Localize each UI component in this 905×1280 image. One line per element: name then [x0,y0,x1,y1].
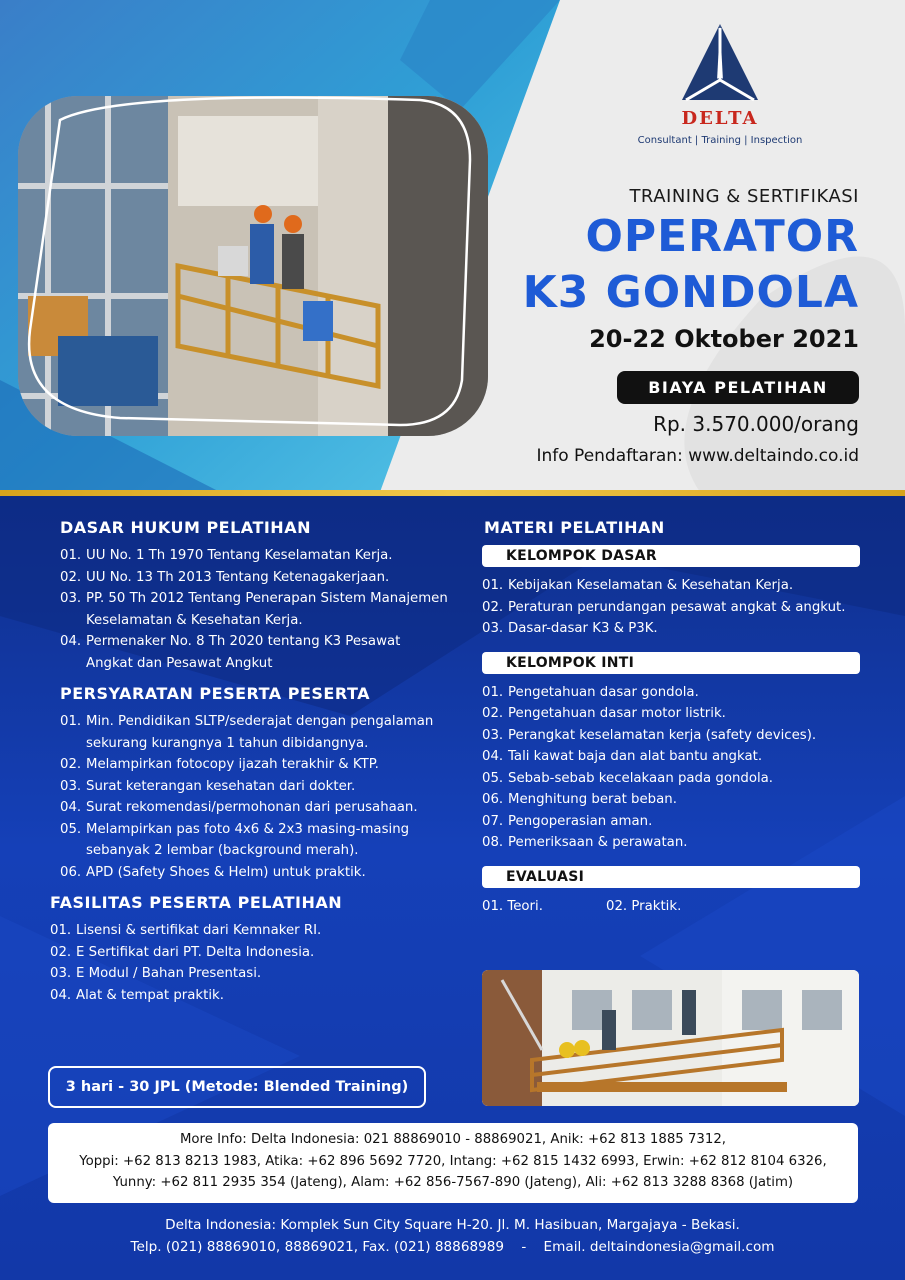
contact-box [48,1123,858,1203]
list-item: 02. UU No. 13 Th 2013 Tentang Ketenagakerjaan. [60,569,390,585]
list-item: 07. Pengoperasian aman. [482,813,653,829]
fasilitas-list [50,920,450,1006]
list-item: 05. Melampirkan pas foto 4x6 & 2x3 masing-masing sebanyak 2 lembar (background merah). [60,821,410,858]
training-date: 20-22 Oktober 2021 [589,325,859,353]
content-section [0,496,905,1280]
persyaratan-heading: PERSYARATAN PESERTA PESERTA [60,684,371,703]
evaluasi-label: EVALUASI [482,866,860,888]
list-item: 03. PP. 50 Th 2012 Tentang Penerapan Sistem Manajemen Keselamatan & Kesehatan Kerja. [60,591,448,628]
list-item: 01. Kebijakan Keselamatan & Kesehatan Kerja. [482,578,794,593]
fee-price: Rp. 3.570.000/orang [653,412,859,436]
left-column [50,518,450,1006]
materi-heading: MATERI PELATIHAN [484,518,665,537]
logo-name: DELTA [681,108,759,129]
list-item: 01. UU No. 1 Th 1970 Tentang Keselamatan Kerja. [60,548,393,563]
list-item: 02. Melampirkan fotocopy ijazah terakhir & KTP. [60,757,379,772]
persyaratan-list [60,711,450,883]
delta-triangle-icon [680,22,760,102]
dasar-hukum-heading: DASAR HUKUM PELATIHAN [60,518,311,537]
gondola-platform-photo [482,970,859,1106]
list-item: 06. Menghitung berat beban. [482,792,677,807]
contact-line: Yoppi: +62 813 8213 1983, Atika: +62 896 5692 7720, Intang: +62 815 1432 6993, Erwin: +62 812 8104 6326, [79,1153,827,1169]
kelompok-inti-list [482,682,860,854]
list-item: 04. Surat rekomendasi/permohonan dari perusahaan. [60,800,418,815]
list-item: 03. Perangkat keselamatan kerja (safety devices). [482,727,817,743]
fasilitas-heading: FASILITAS PESERTA PELATIHAN [50,893,343,912]
duration-box: 3 hari - 30 JPL (Metode: Blended Training) [48,1066,426,1108]
kelompok-dasar-label: KELOMPOK DASAR [482,545,860,567]
fee-badge: BIAYA PELATIHAN [617,371,859,404]
list-item: 03. Surat keterangan kesehatan dari dokter. [60,778,356,794]
evaluasi-item: 01. Teori. [482,898,543,914]
delta-logo [620,22,820,146]
contact-line: Yunny: +62 811 2935 354 (Jateng), Alam: +62 856-7567-890 (Jateng), Ali: +62 813 3288 8368 (Jatim) [112,1175,794,1190]
dasar-hukum-list [60,545,450,674]
contact-line: More Info: Delta Indonesia: 021 88869010 - 88869021, Anik: +62 813 1885 7312, [179,1132,727,1147]
hero-block [439,186,859,466]
kelompok-dasar-list [482,575,860,640]
evaluasi-list [482,896,860,918]
hero-title-line1: OPERATOR [585,211,859,262]
list-item: 01. Pengetahuan dasar gondola. [482,684,699,700]
footer [0,1214,905,1258]
footer-phone-email: Telp. (021) 88869010, 88869021, Fax. (021) 88868989 - Email. deltaindonesia@gmail.com [130,1239,775,1255]
list-item: 03. E Modul / Bahan Presentasi. [50,966,262,981]
list-item: 03. Dasar-dasar K3 & P3K. [482,621,658,636]
list-item: 04. Permenaker No. 8 Th 2020 tentang K3 Pesawat Angkat dan Pesawat Angkut [60,634,401,671]
list-item: 06. APD (Safety Shoes & Helm) untuk praktik. [60,864,366,880]
list-item: 02. Pengetahuan dasar motor listrik. [482,706,726,721]
right-column [482,518,860,917]
list-item: 02. E Sertifikat dari PT. Delta Indonesia. [50,944,315,960]
list-item: 02. Peraturan perundangan pesawat angkat & angkut. [482,599,846,615]
hero-title-line2: K3 GONDOLA [522,267,859,318]
registration-info: Info Pendaftaran: www.deltaindo.co.id [536,446,859,466]
evaluasi-item: 02. Praktik. [606,898,682,914]
footer-address: Delta Indonesia: Komplek Sun City Square H-20. Jl. M. Hasibuan, Margajaya - Bekasi. [165,1217,740,1233]
list-item: 01. Lisensi & sertifikat dari Kemnaker RI. [50,923,322,938]
list-item: 04. Tali kawat baja dan alat bantu angkat. [482,749,763,764]
list-item: 04. Alat & tempat praktik. [50,987,224,1003]
header-section [0,0,905,492]
list-item: 08. Pemeriksaan & perawatan. [482,835,688,850]
hero-subtitle: TRAINING & SERTIFIKASI [629,186,859,207]
logo-tagline: Consultant | Training | Inspection [637,135,803,146]
list-item: 01. Min. Pendidikan SLTP/sederajat dengan pengalaman sekurang kurangnya 1 tahun dibidangnya. [60,714,434,751]
kelompok-inti-label: KELOMPOK INTI [482,652,860,674]
list-item: 05. Sebab-sebab kecelakaan pada gondola. [482,770,774,786]
